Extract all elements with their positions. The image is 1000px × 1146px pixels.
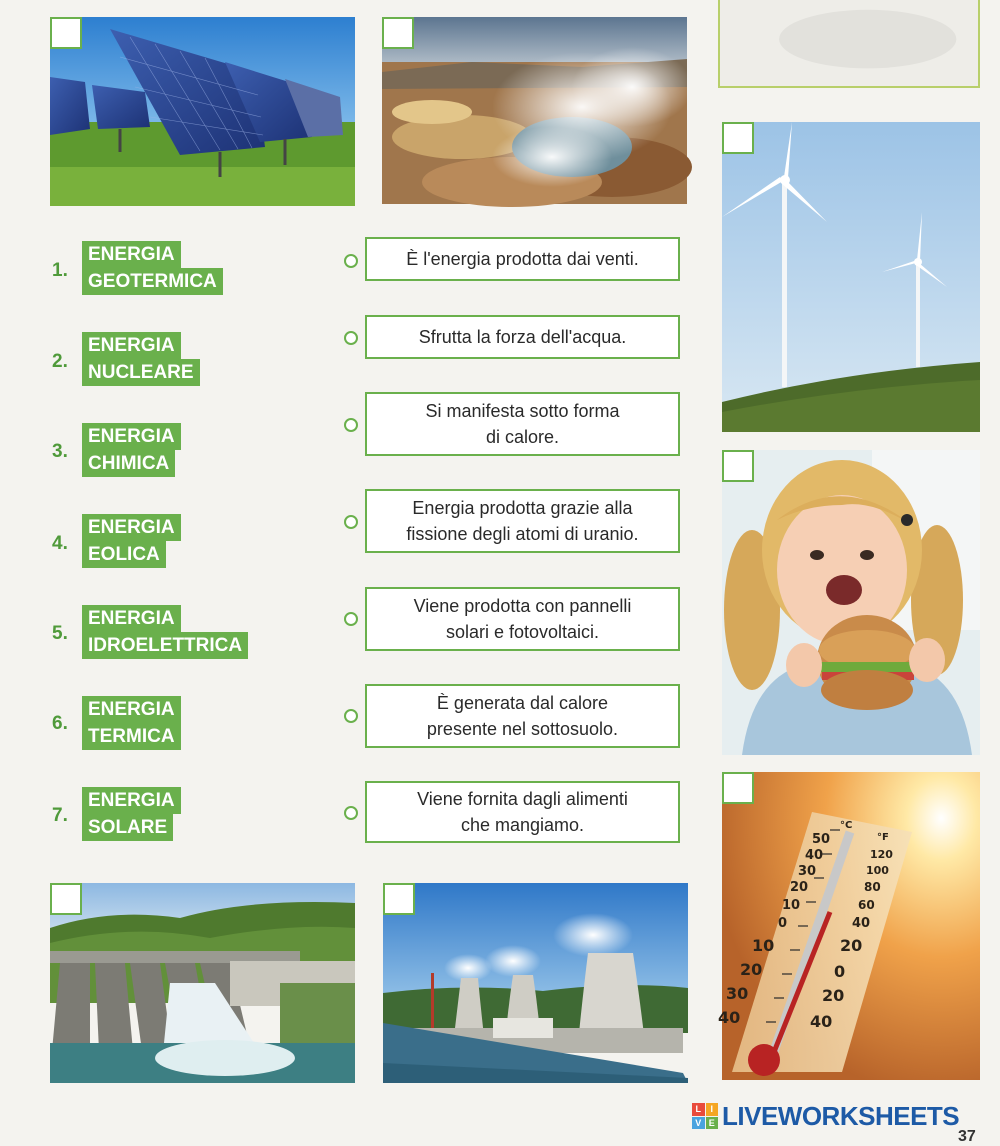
- fahrenheit-label: °F: [877, 832, 889, 843]
- energy-label-line: CHIMICA: [82, 450, 175, 477]
- description-line: È l'energia prodotta dai venti.: [406, 249, 639, 269]
- description-box-1[interactable]: [365, 237, 680, 281]
- scale-left-tick: 30: [726, 984, 749, 1003]
- item-number: 7.: [52, 805, 68, 826]
- description-line: presente nel sottosuolo.: [426, 719, 619, 739]
- scale-left-tick: 50: [812, 832, 831, 847]
- energy-label-line: ENERGIA: [82, 787, 181, 814]
- energy-label-line: ENERGIA: [82, 696, 181, 723]
- liveworksheets-text: LIVEWORKSHEETS: [722, 1100, 960, 1131]
- energy-label-2[interactable]: [82, 332, 200, 386]
- match-dot[interactable]: [344, 331, 358, 345]
- answer-box-nuclear[interactable]: [383, 883, 415, 915]
- scale-left-tick: 10: [752, 936, 775, 955]
- item-number: 4.: [52, 533, 68, 554]
- celsius-label: °C: [840, 820, 853, 831]
- match-dot[interactable]: [344, 254, 358, 268]
- wind-turbines-image: [722, 122, 980, 432]
- description-line: Energia prodotta grazie alla: [412, 498, 633, 518]
- answer-box-thermometer[interactable]: [722, 772, 754, 804]
- description-box-2[interactable]: [365, 315, 680, 359]
- description-box-7[interactable]: [365, 781, 680, 843]
- scale-right-tick: 100: [866, 864, 889, 877]
- match-dot[interactable]: [344, 418, 358, 432]
- answer-box-solar[interactable]: [50, 17, 82, 49]
- description-line: di calore.: [485, 427, 560, 447]
- liveworksheets-logo-icon: L I V E: [692, 1103, 718, 1129]
- scale-right-tick: 40: [852, 916, 871, 931]
- energy-label-line: ENERGIA: [82, 514, 181, 541]
- top-partial-image: [718, 0, 980, 88]
- scale-right-tick: 60: [858, 898, 875, 912]
- description-line: Viene fornita dagli alimenti: [417, 789, 628, 809]
- energy-label-line: GEOTERMICA: [82, 268, 223, 295]
- match-dot[interactable]: [344, 709, 358, 723]
- energy-label-6[interactable]: [82, 696, 181, 750]
- item-number: 3.: [52, 441, 68, 462]
- description-box-6[interactable]: [365, 684, 680, 748]
- description-line: che mangiamo.: [460, 815, 585, 835]
- energy-label-line: ENERGIA: [82, 605, 181, 632]
- energy-label-line: ENERGIA: [82, 332, 181, 359]
- energy-label-line: ENERGIA: [82, 423, 181, 450]
- description-line: Si manifesta sotto forma: [425, 401, 620, 421]
- thermometer-image: [718, 772, 980, 1080]
- item-number: 2.: [52, 351, 68, 372]
- energy-label-line: NUCLEARE: [82, 359, 200, 386]
- scale-left-tick: 30: [798, 864, 817, 879]
- match-dot[interactable]: [344, 806, 358, 820]
- description-box-3[interactable]: [365, 392, 680, 456]
- scale-right-tick: 120: [870, 848, 893, 861]
- solar-panels-image: [50, 17, 355, 206]
- scale-left-tick: 20: [740, 960, 763, 979]
- energy-label-5[interactable]: [82, 605, 248, 659]
- answer-box-hydro[interactable]: [50, 883, 82, 915]
- child-eating-image: [722, 450, 980, 755]
- description-box-5[interactable]: [365, 587, 680, 651]
- description-line: solari e fotovoltaici.: [445, 622, 600, 642]
- energy-label-line: SOLARE: [82, 814, 173, 841]
- energy-label-3[interactable]: [82, 423, 181, 477]
- energy-label-line: ENERGIA: [82, 241, 181, 268]
- scale-right-tick: 40: [810, 1012, 833, 1031]
- answer-box-wind[interactable]: [722, 122, 754, 154]
- page-number: 37: [958, 1128, 976, 1145]
- item-number: 1.: [52, 260, 68, 281]
- description-line: Viene prodotta con pannelli: [413, 596, 632, 616]
- geothermal-image: [382, 17, 687, 204]
- scale-left-tick: 40: [805, 848, 824, 863]
- answer-box-geothermal[interactable]: [382, 17, 414, 49]
- scale-left-tick: 0: [778, 916, 788, 931]
- answer-box-child[interactable]: [722, 450, 754, 482]
- scale-left-tick: 40: [718, 1008, 741, 1027]
- hydroelectric-dam-image: [50, 883, 355, 1083]
- thermometer-scale: [718, 772, 980, 1080]
- scale-right-tick: 80: [864, 880, 881, 894]
- energy-label-line: EOLICA: [82, 541, 166, 568]
- item-number: 6.: [52, 713, 68, 734]
- scale-left-tick: 20: [790, 880, 809, 895]
- energy-label-4[interactable]: [82, 514, 181, 568]
- energy-label-7[interactable]: [82, 787, 181, 841]
- description-line: È generata dal calore: [436, 693, 609, 713]
- scale-right-tick: 20: [822, 986, 845, 1005]
- scale-right-tick: 20: [840, 936, 863, 955]
- item-number: 5.: [52, 623, 68, 644]
- energy-label-line: TERMICA: [82, 723, 181, 750]
- scale-left-tick: 10: [782, 898, 801, 913]
- energy-label-1[interactable]: [82, 241, 223, 295]
- energy-label-line: IDROELETTRICA: [82, 632, 248, 659]
- match-dot[interactable]: [344, 612, 358, 626]
- description-line: fissione degli atomi di uranio.: [406, 524, 639, 544]
- description-box-4[interactable]: [365, 489, 680, 553]
- scale-right-tick: 0: [834, 962, 846, 981]
- liveworksheets-watermark: [692, 1100, 959, 1132]
- nuclear-plant-image: [383, 883, 688, 1083]
- description-line: Sfrutta la forza dell'acqua.: [418, 327, 627, 347]
- match-dot[interactable]: [344, 515, 358, 529]
